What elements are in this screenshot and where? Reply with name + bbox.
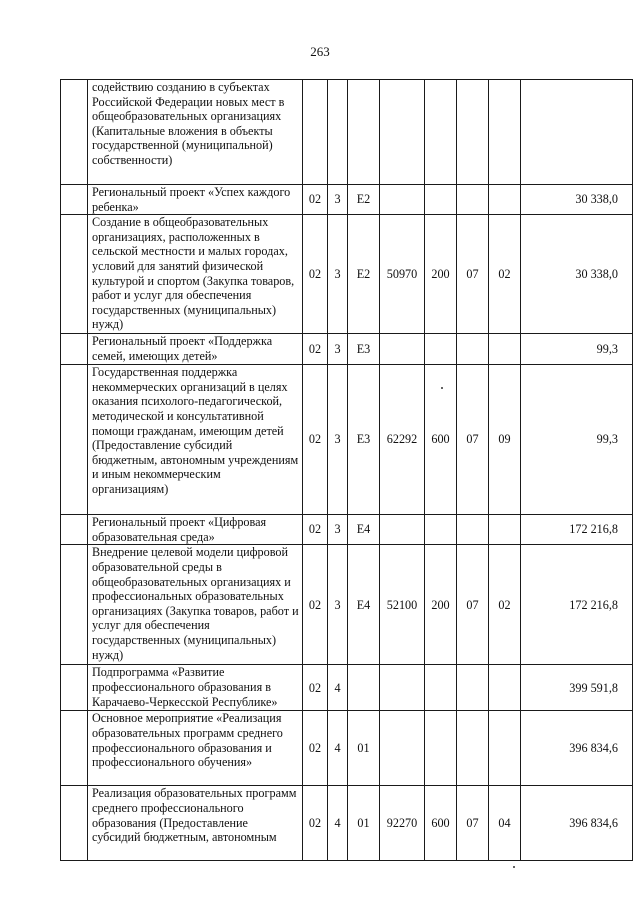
table-row [61, 786, 633, 861]
col-direction [380, 515, 425, 545]
col-subsection: 02 [489, 545, 521, 665]
col-expense-type: 200 [425, 545, 457, 665]
table-row [61, 515, 633, 545]
col-subsection: 04 [489, 786, 521, 861]
col-amount: 396 834,6 [521, 711, 633, 786]
col-program: 02 [303, 786, 328, 861]
col-event: Е2 [348, 215, 380, 334]
scan-speck [513, 866, 515, 868]
col-subprogram: 3 [328, 185, 348, 215]
row-name: Реализация образовательных программ среднего профессионального образования (Предоставление субсидий бюджетным, автономным [88, 786, 303, 861]
row-blank-cell [61, 80, 88, 185]
col-event: 01 [348, 711, 380, 786]
col-expense-type [425, 185, 457, 215]
col-event [348, 80, 380, 185]
col-expense-type: 600 [425, 365, 457, 515]
col-amount: 99,3 [521, 334, 633, 365]
row-name: Подпрограмма «Развитие профессионального образования в Карачаево-Черкесской Республике» [88, 665, 303, 711]
col-section: 07 [457, 786, 489, 861]
col-subsection: 02 [489, 215, 521, 334]
col-expense-type: 600 [425, 786, 457, 861]
col-subprogram: 3 [328, 365, 348, 515]
col-program: 02 [303, 365, 328, 515]
col-direction [380, 80, 425, 185]
col-expense-type [425, 711, 457, 786]
row-name: Региональный проект «Успех каждого ребенка» [88, 185, 303, 215]
col-direction [380, 334, 425, 365]
row-name: Региональный проект «Цифровая образовательная среда» [88, 515, 303, 545]
row-name: содействию созданию в субъектах Российской Федерации новых мест в общеобразовательных организациях (Капитальные вложения в объекты государственной (муниципальной) собственности) [88, 80, 303, 185]
row-blank-cell [61, 515, 88, 545]
col-subprogram: 3 [328, 545, 348, 665]
col-program: 02 [303, 515, 328, 545]
col-section [457, 334, 489, 365]
row-name: Внедрение целевой модели цифровой образовательной среды в общеобразовательных организациях и профессиональных образовательных организациях (Закупка товаров, работ и услуг для обеспечения государственных (муниципальных) нужд) [88, 545, 303, 665]
col-subprogram: 3 [328, 334, 348, 365]
col-event: Е2 [348, 185, 380, 215]
table-row [61, 80, 633, 185]
col-subprogram: 3 [328, 215, 348, 334]
row-blank-cell [61, 365, 88, 515]
col-program: 02 [303, 665, 328, 711]
col-program [303, 80, 328, 185]
col-subsection [489, 711, 521, 786]
col-subprogram: 3 [328, 515, 348, 545]
table-row [61, 665, 633, 711]
col-subsection [489, 185, 521, 215]
row-name: Государственная поддержка некоммерческих организаций в целях оказания психолого-педагогической, методической и консультативной помощи гражданам, имеющим детей (Предоставление субсидий бюджетным, автономным учреждениям и иным некоммерческим организациям) [88, 365, 303, 515]
col-expense-type: 200 [425, 215, 457, 334]
page-number: 263 [310, 44, 330, 59]
table-row [61, 185, 633, 215]
col-subsection [489, 334, 521, 365]
table-row [61, 545, 633, 665]
col-subprogram: 4 [328, 665, 348, 711]
col-subsection [489, 515, 521, 545]
col-direction [380, 665, 425, 711]
col-section [457, 665, 489, 711]
col-subsection: 09 [489, 365, 521, 515]
row-blank-cell [61, 215, 88, 334]
col-subsection [489, 80, 521, 185]
col-section [457, 515, 489, 545]
col-amount: 399 591,8 [521, 665, 633, 711]
col-section: 07 [457, 215, 489, 334]
col-program: 02 [303, 545, 328, 665]
col-section [457, 80, 489, 185]
col-amount: 99,3 [521, 365, 633, 515]
table-row [61, 215, 633, 334]
col-expense-type [425, 515, 457, 545]
table-row [61, 334, 633, 365]
row-blank-cell [61, 665, 88, 711]
col-event: Е3 [348, 365, 380, 515]
col-amount: 396 834,6 [521, 786, 633, 861]
col-section [457, 711, 489, 786]
col-amount: 30 338,0 [521, 215, 633, 334]
row-blank-cell [61, 185, 88, 215]
col-program: 02 [303, 185, 328, 215]
budget-table [60, 79, 633, 861]
col-program: 02 [303, 334, 328, 365]
col-subprogram [328, 80, 348, 185]
col-event: Е4 [348, 515, 380, 545]
col-direction [380, 711, 425, 786]
col-section: 07 [457, 545, 489, 665]
col-event [348, 665, 380, 711]
row-blank-cell [61, 786, 88, 861]
col-subsection [489, 665, 521, 711]
table-row [61, 365, 633, 515]
col-expense-type [425, 80, 457, 185]
row-blank-cell [61, 334, 88, 365]
col-amount: 30 338,0 [521, 185, 633, 215]
col-direction [380, 185, 425, 215]
row-name: Создание в общеобразовательных организациях, расположенных в сельской местности и малых городах, условий для занятий физической культурой и спортом (Закупка товаров, работ и услуг для обеспечения государственных (муниципальных) нужд) [88, 215, 303, 334]
row-name: Региональный проект «Поддержка семей, имеющих детей» [88, 334, 303, 365]
col-event: Е4 [348, 545, 380, 665]
row-blank-cell [61, 711, 88, 786]
col-amount: 172 216,8 [521, 545, 633, 665]
col-amount: 172 216,8 [521, 515, 633, 545]
col-amount [521, 80, 633, 185]
row-name: Основное мероприятие «Реализация образовательных программ среднего профессионального образования и профессионального обучения» [88, 711, 303, 786]
col-program: 02 [303, 215, 328, 334]
col-subprogram: 4 [328, 711, 348, 786]
col-direction: 50970 [380, 215, 425, 334]
col-program: 02 [303, 711, 328, 786]
col-expense-type [425, 665, 457, 711]
col-direction: 52100 [380, 545, 425, 665]
table-row [61, 711, 633, 786]
col-subprogram: 4 [328, 786, 348, 861]
scan-speck [441, 387, 443, 389]
col-section [457, 185, 489, 215]
col-event: Е3 [348, 334, 380, 365]
col-event: 01 [348, 786, 380, 861]
col-direction: 62292 [380, 365, 425, 515]
col-expense-type [425, 334, 457, 365]
col-direction: 92270 [380, 786, 425, 861]
col-section: 07 [457, 365, 489, 515]
row-blank-cell [61, 545, 88, 665]
